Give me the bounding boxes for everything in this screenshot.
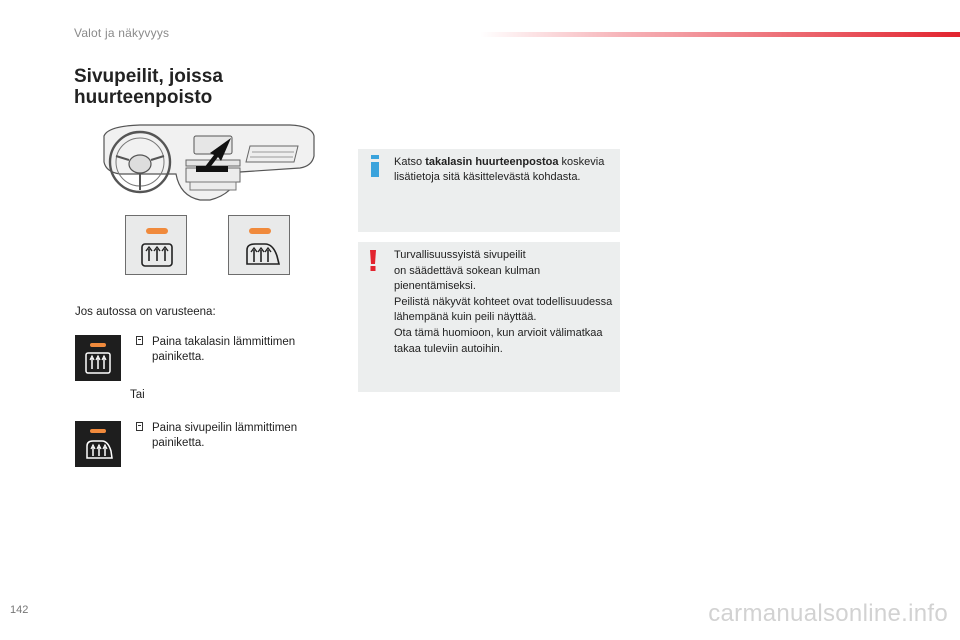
info-text-prefix: Katso (394, 156, 426, 168)
bullet-icon (136, 336, 143, 345)
mirror-defrost-button-icon (75, 421, 121, 467)
mirror-defrost-icon (229, 216, 291, 276)
dashboard-illustration (100, 122, 316, 212)
info-text-link: takalasin huurteenpostoa (425, 156, 559, 168)
section-header: Valot ja näkyvyys (74, 26, 170, 40)
warning-text: Turvallisuussyistä sivupeilit on säädettävä sokean kulman pienentämiseksi. Peilistä näkyvät kohteet ovat todellisuudessa lähempänä kuin peili näyttää. Ota tämä huomioon, kun arvioit välimatkaa takaa tuleviin autoihin. (394, 249, 613, 355)
page-title-line-2: huurteenpoisto (74, 87, 213, 108)
watermark: carmanualsonline.info (708, 600, 948, 627)
bullet-icon (136, 422, 143, 431)
warning-box (358, 242, 620, 392)
step-mirror-defrost (136, 421, 322, 451)
page-number: 142 (10, 604, 29, 616)
mirror-defrost-icon (75, 421, 121, 467)
header-accent-bar (480, 32, 960, 37)
info-text (394, 155, 606, 184)
info-box (358, 149, 620, 232)
rear-defrost-button-tile[interactable] (125, 215, 187, 275)
page-title (74, 66, 223, 108)
rear-defrost-button-icon (75, 335, 121, 381)
step-rear-defrost (136, 335, 322, 365)
info-icon (368, 155, 382, 177)
step-text: Paina takalasin lämmittimen painiketta. (152, 336, 296, 363)
step-text: Paina sivupeilin lämmittimen painiketta. (152, 422, 298, 449)
info-text-suffix: koskevia lisätietoja sitä käsittelevästä kohdasta. (394, 156, 605, 183)
rear-window-defrost-icon (75, 335, 121, 381)
warning-icon (366, 250, 380, 272)
or-label: Tai (130, 389, 145, 401)
page-title-line-1: Sivupeilit, joissa (74, 66, 223, 87)
mirror-defrost-button-tile[interactable] (228, 215, 290, 275)
rear-window-defrost-icon (126, 216, 188, 276)
intro-text: Jos autossa on varusteena: (75, 306, 216, 318)
